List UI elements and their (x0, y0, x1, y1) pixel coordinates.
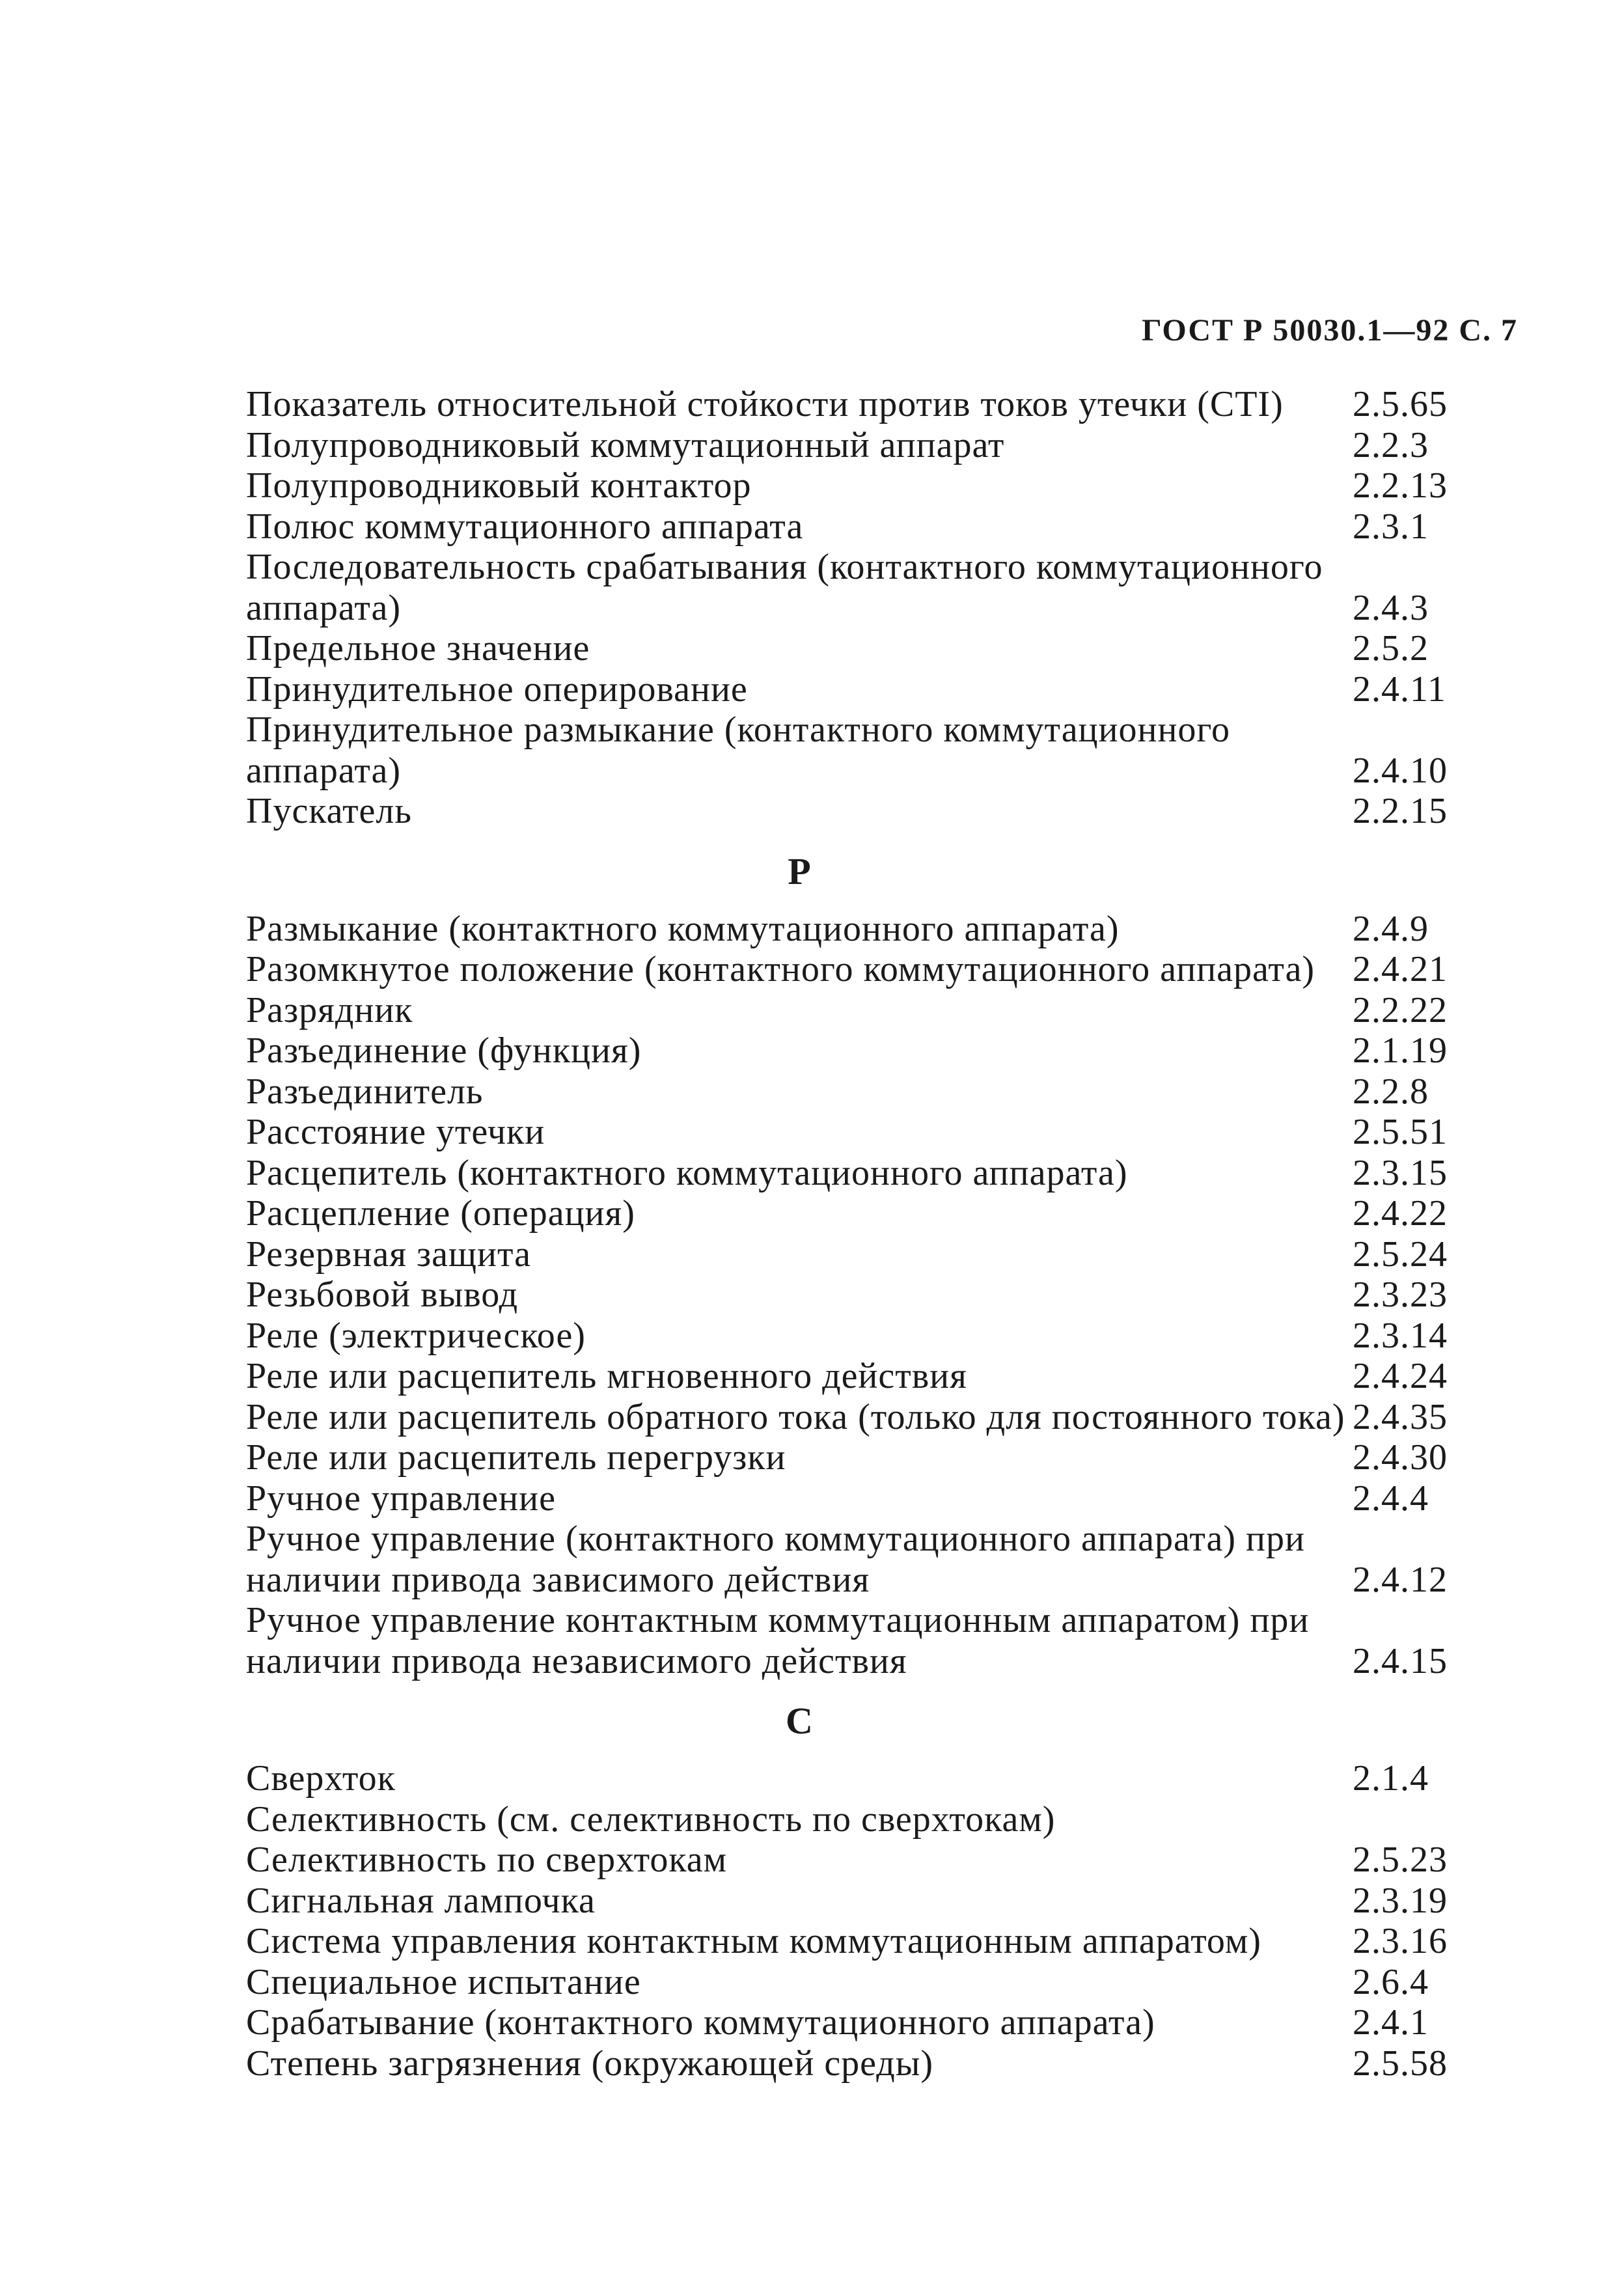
index-entry (246, 1234, 1522, 1275)
entry-clause-ref: 2.3.16 (1353, 1921, 1448, 1961)
entry-clause-ref: 2.5.2 (1353, 628, 1429, 669)
entry-term: Полюс коммутационного аппарата (246, 506, 804, 547)
entry-term: Предельное значение (246, 628, 590, 669)
index-entry (246, 425, 1522, 466)
entry-clause-ref: 2.4.9 (1353, 908, 1429, 949)
index-entry (246, 1356, 1522, 1397)
entry-term: Разъединитель (246, 1071, 484, 1112)
entry-clause-ref: 2.2.3 (1353, 424, 1429, 465)
entry-term: Реле или расцепитель обратного тока (только для постоянного тока) (246, 1396, 1345, 1437)
entry-term: Принудительное оперирование (246, 669, 748, 710)
index-entry (246, 1030, 1522, 1071)
entry-term: Расстояние утечки (246, 1112, 545, 1152)
index-list (246, 384, 1522, 2084)
index-entry (246, 1437, 1522, 1478)
entry-clause-ref: 2.4.21 (1353, 949, 1448, 989)
entry-clause-ref: 2.1.4 (1353, 1758, 1429, 1799)
entry-term: Ручное управление контактным коммутационным аппаратом) при наличии привода независимого действия (246, 1600, 1310, 1681)
entry-clause-ref: 2.2.13 (1353, 465, 1448, 506)
entry-term: Пускатель (246, 791, 412, 831)
entry-clause-ref: 2.4.4 (1353, 1478, 1429, 1519)
index-entry (246, 1275, 1522, 1316)
index-entry (246, 1316, 1522, 1357)
index-entry (246, 1600, 1522, 1681)
entry-term: Резервная защита (246, 1234, 532, 1275)
entry-clause-ref: 2.5.65 (1353, 384, 1448, 424)
entry-term: Резьбовой вывод (246, 1275, 519, 1315)
entry-term: Показатель относительной стойкости против токов утечки (CTI) (246, 384, 1284, 424)
entry-term: Система управления контактным коммутационным аппаратом) (246, 1921, 1261, 1961)
entry-term: Разъединение (функция) (246, 1030, 642, 1071)
index-entry (246, 1153, 1522, 1194)
index-entry (246, 1840, 1522, 1881)
section-letter: Р (788, 849, 811, 892)
index-entry (246, 506, 1522, 547)
entry-clause-ref: 2.3.15 (1353, 1152, 1448, 1193)
index-entry (246, 628, 1522, 669)
entry-term: Селективность по сверхтокам (246, 1840, 728, 1880)
entry-term: Последовательность срабатывания (контактного коммутационного аппарата) (246, 547, 1323, 628)
entry-clause-ref: 2.4.22 (1353, 1193, 1448, 1234)
entry-clause-ref: 2.3.14 (1353, 1315, 1448, 1356)
entry-clause-ref: 2.4.3 (1353, 587, 1429, 628)
index-entry (246, 1193, 1522, 1234)
entry-clause-ref: 2.2.22 (1353, 989, 1448, 1030)
index-entry (246, 1962, 1522, 2003)
index-entry (246, 1397, 1522, 1438)
entry-clause-ref: 2.3.23 (1353, 1275, 1448, 1315)
entry-term: Разомкнутое положение (контактного коммутационного аппарата) (246, 949, 1315, 989)
entry-term: Сигнальная лампочка (246, 1880, 596, 1921)
index-entry (246, 1758, 1522, 1799)
entry-clause-ref: 2.4.12 (1353, 1559, 1448, 1600)
entry-term: Полупроводниковый коммутационный аппарат (246, 424, 1005, 465)
entry-clause-ref: 2.4.30 (1353, 1437, 1448, 1478)
index-entry (246, 791, 1522, 832)
index-entry (246, 2043, 1522, 2084)
index-entry (246, 1921, 1522, 1962)
entry-clause-ref: 2.5.51 (1353, 1112, 1448, 1152)
index-entry (246, 2002, 1522, 2043)
entry-term: Ручное управление (контактного коммутационного аппарата) при наличии привода зависимого действия (246, 1519, 1305, 1600)
entry-clause-ref: 2.2.8 (1353, 1071, 1429, 1112)
index-entry (246, 384, 1522, 425)
index-entry (246, 949, 1522, 990)
section-letter: С (786, 1700, 813, 1742)
entry-term: Реле или расцепитель мгновенного действия (246, 1356, 967, 1396)
index-entry (246, 1478, 1522, 1519)
entry-clause-ref: 2.2.15 (1353, 791, 1448, 831)
index-entry (246, 1519, 1522, 1600)
entry-term: Расцепление (операция) (246, 1193, 635, 1234)
entry-term: Разрядник (246, 989, 413, 1030)
entry-term: Срабатывание (контактного коммутационного аппарата) (246, 2002, 1155, 2043)
entry-clause-ref: 2.5.23 (1353, 1840, 1448, 1880)
entry-clause-ref: 2.4.10 (1353, 750, 1448, 791)
entry-term: Размыкание (контактного коммутационного аппарата) (246, 908, 1120, 949)
entry-clause-ref: 2.4.35 (1353, 1396, 1448, 1437)
entry-term: Расцепитель (контактного коммутационного аппарата) (246, 1152, 1128, 1193)
page-header: ГОСТ Р 50030.1—92 С. 7 (1142, 313, 1518, 348)
index-entry (246, 465, 1522, 506)
entry-clause-ref: 2.4.24 (1353, 1356, 1448, 1396)
entry-clause-ref: 2.4.1 (1353, 2002, 1429, 2043)
entry-clause-ref: 2.1.19 (1353, 1030, 1448, 1071)
entry-term: Степень загрязнения (окружающей среды) (246, 2043, 934, 2084)
index-entry (246, 669, 1522, 710)
entry-clause-ref: 2.6.4 (1353, 1961, 1429, 2002)
entry-clause-ref: 2.3.19 (1353, 1880, 1448, 1921)
entry-clause-ref: 2.4.11 (1353, 669, 1446, 710)
entry-term: Полупроводниковый контактор (246, 465, 752, 506)
index-entry (246, 1071, 1522, 1112)
entry-term: Специальное испытание (246, 1961, 641, 2002)
index-entry (246, 1799, 1522, 1840)
entry-term: Реле или расцепитель перегрузки (246, 1437, 786, 1478)
index-entry (246, 1881, 1522, 1922)
entry-clause-ref: 2.3.1 (1353, 506, 1429, 547)
entry-clause-ref: 2.5.58 (1353, 2043, 1448, 2084)
entry-term: Селективность (см. селективность по сверхтокам) (246, 1799, 1056, 1840)
index-entry (246, 547, 1522, 628)
entry-term: Сверхток (246, 1758, 396, 1799)
index-entry (246, 909, 1522, 950)
entry-term: Принудительное размыкание (контактного коммутационного аппарата) (246, 710, 1230, 791)
entry-term: Реле (электрическое) (246, 1315, 586, 1356)
entry-clause-ref: 2.4.15 (1353, 1640, 1448, 1681)
index-entry (246, 1112, 1522, 1153)
index-entry (246, 710, 1522, 791)
index-entry (246, 990, 1522, 1031)
entry-clause-ref: 2.5.24 (1353, 1234, 1448, 1275)
entry-term: Ручное управление (246, 1478, 556, 1519)
